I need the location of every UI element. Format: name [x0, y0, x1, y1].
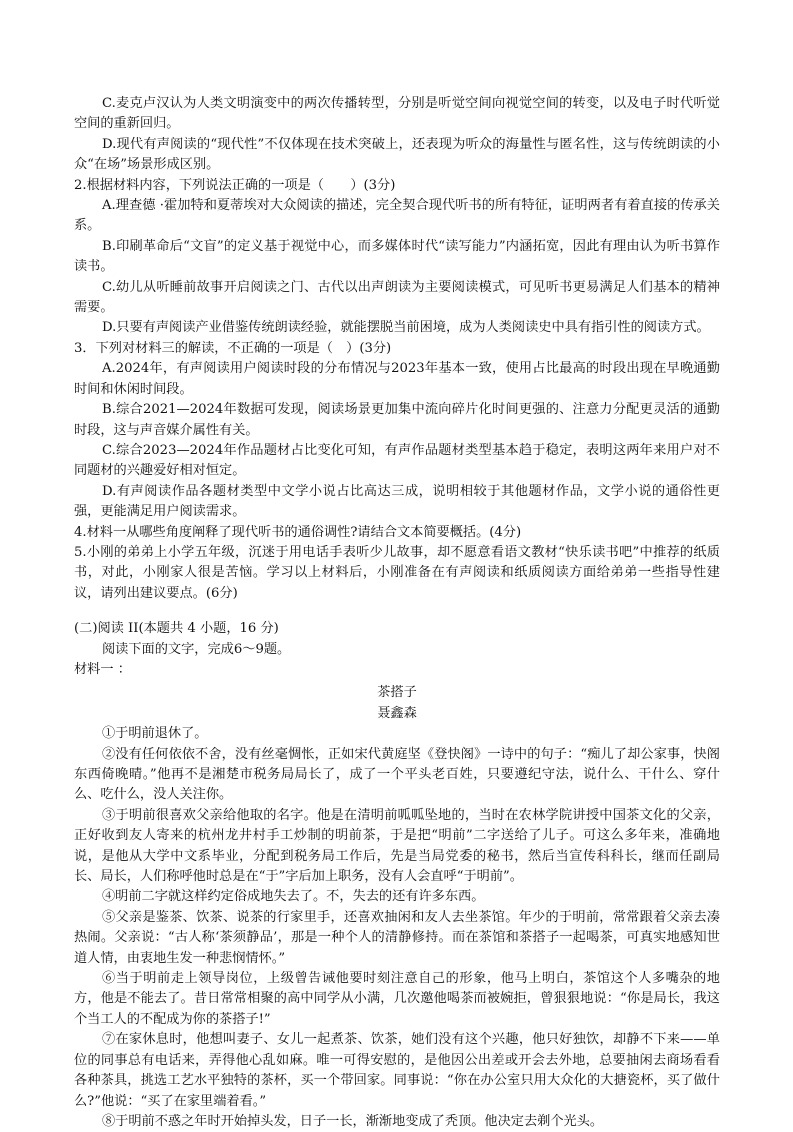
story-author: 聂鑫森	[377, 705, 417, 721]
q1-option-d: D.现代有声阅读的“现代性”不仅体现在技术突破上，还表现为听众的海量性与匿名性，这与传统朗读的小众“在场”场景形成区别。	[74, 136, 720, 173]
story-paragraph: ⑦在家休息时，他想叫妻子、女儿一起煮茶、饮茶，她们没有这个兴趣，他只好独饮，却静不下来——单位的同事总有电话来，弄得他心乱如麻。唯一可得安慰的，是他因公出差或开会去外地，总要抽闲去商场看看各种茶具，挑选工艺水平独特的茶杯，买一个带回家。同事说：“你在办公室只用大众化的大搪瓷杯，买了做什么?”他说：“买了在家里端着看。”	[74, 1032, 720, 1109]
q2-option-c: C.幼儿从听睡前故事开启阅读之门、古代以出声朗读为主要阅读模式，可见听书更易满足人们基本的精神需要。	[74, 279, 720, 316]
q1-option-c: C.麦克卢汉认为人类文明演变中的两次传播转型，分别是听觉空间向视觉空间的转变，以及电子时代听觉空间的重新回归。	[74, 96, 720, 132]
story-paragraph: ⑧于明前不惑之年时开始掉头发，日子一长，渐渐地变成了秃顶。他决定去剃个光头。	[102, 1113, 604, 1129]
q3-option-d: D.有声阅读作品各题材类型中文学小说占比高达三成，说明相较于其他题材作品，文学小说的通俗性更强，更能满足用户阅读需求。	[74, 483, 720, 520]
story-paragraph: ④明前二字就这样约定俗成地失去了。不，失去的还有许多东西。	[102, 889, 485, 905]
story-paragraph: ②没有任何依依不舍，没有丝毫惆怅，正如宋代黄庭坚《登快阁》一诗中的句子：“痴儿了却公家事，快阁东西倚晚晴。”他再不是湘楚市税务局局长了，成了一个平头老百姓，只要遵纪守法，说什么、干什么、穿什么、吃什么，没人关注你。	[74, 746, 720, 803]
q3-option-a: A.2024年，有声阅读用户阅读时段的分布情况与2023年基本一致，使用占比最高的时段出现在早晚通勤时间和休闲时间段。	[74, 361, 720, 397]
section-header: (二)阅读 II(本题共 4 小题，16 分)	[74, 621, 279, 637]
q2-option-b: B.印刷革命后“文盲”的定义基于视觉中心，而多媒体时代“读写能力”内涵拓宽，因此有理由认为听书算作读书。	[74, 238, 720, 275]
story-paragraph: ⑤父亲是鉴茶、饮茶、说茶的行家里手，还喜欢抽闲和友人去坐茶馆。年少的于明前，常常跟着父亲去凑热闹。父亲说：“古人称‘茶须静品’，那是一种个人的清静修持。而在茶馆和茶搭子一起喝茶，可真实地感知世道人情，由衷地生发一种悲悯情怀。”	[74, 909, 720, 966]
q3-option-c: C.综合2023—2024年作品题材占比变化可知，有声作品题材类型基本趋于稳定，表明这两年来用户对不同题材的兴趣爱好相对恒定。	[74, 442, 720, 479]
section-instruction: 阅读下面的文字，完成6～9题。	[102, 641, 291, 657]
q4-question: 4.材料一从哪些角度阐释了现代听书的通俗调性?请结合文本简要概括。(4分)	[74, 524, 522, 540]
q2-stem: 2.根据材料内容，下列说法正确的一项是（ ）(3分)	[74, 177, 396, 193]
page-content	[74, 94, 720, 1132]
story-title: 茶搭子	[377, 685, 417, 701]
section-gap	[74, 604, 720, 619]
q3-option-b: B.综合2021—2024年数据可发现，阅读场景更加集中流向碎片化时间更强的、注意力分配更灵活的通勤时段，这与声音媒介属性有关。	[74, 402, 720, 438]
story-paragraph: ①于明前退休了。	[102, 726, 208, 742]
q2-option-a: A.理查德 ·霍加特和夏蒂埃对大众阅读的描述，完全契合现代听书的所有特征，证明两者有着直接的传承关系。	[74, 198, 720, 234]
story-paragraph: ⑥当于明前走上领导岗位，上级曾告诫他要时刻注意自己的形象，他马上明白，茶馆这个人多嘴杂的地方，他是不能去了。昔日常常相聚的高中同学从小满，几次邀他喝茶而被婉拒，曾狠狠地说：“你是局长，我这个当工人的不配成为你的茶搭子!”	[74, 971, 720, 1027]
story-paragraph: ③于明前很喜欢父亲给他取的名字。他是在清明前呱呱坠地的，当时在农林学院讲授中国茶文化的父亲，正好收到友人寄来的杭州龙井村手工炒制的明前茶，于是把“明前”二字送给了儿子。可这么多年来，准确地说，是他从大学中文系毕业，分配到税务局工作后，先是当局党委的秘书，然后当宣传科科长，继而任副局长、局长，人们称呼他时总是在“于”字后加上职务，没有人会直呼“于明前”。	[74, 807, 720, 885]
q5-question: 5.小刚的弟弟上小学五年级，沉迷于用电话手表听少儿故事，却不愿意看语文教材“快乐读书吧”中推荐的纸质书，对此，小刚家人很是苦恼。学习以上材料后，小刚准备在有声阅读和纸质阅读方面给弟弟一些指导性建议，请列出建议要点。(6分)	[74, 544, 720, 601]
q2-option-d: D.只要有声阅读产业借鉴传统朗读经验，就能摆脱当前困境，成为人类阅读史中具有指引性的阅读方式。	[102, 320, 710, 336]
material-label: 材料一 ：	[74, 661, 131, 677]
q3-stem: 3．下列对材料三的解读，不正确的一项是（ ）(3分)	[74, 340, 392, 356]
